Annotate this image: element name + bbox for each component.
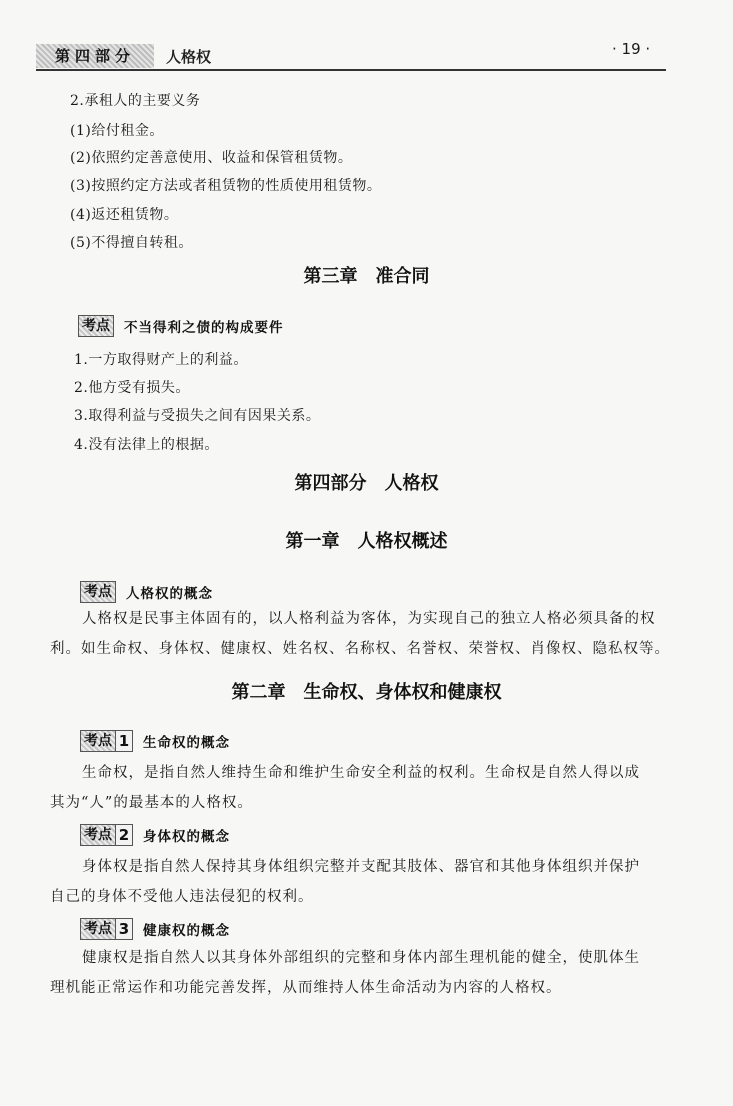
obligation-item: (2)依照约定善意使用、收益和保管租赁物。 [70, 150, 353, 166]
condition-item: 1.一方取得财产上的利益。 [74, 352, 248, 368]
kaodian-heading [80, 580, 213, 604]
kaodian-badge: 考点 [80, 730, 116, 752]
paragraph-line: 生命权，是指自然人维持生命和维护生命安全利益的权利。生命权是自然人得以成 [82, 765, 640, 781]
obligations-heading: 2.承租人的主要义务 [70, 93, 201, 109]
page-number: · 19 · [612, 40, 651, 58]
paragraph-line: 理机能正常运作和功能完善发挥，从而维持人体生命活动为内容的人格权。 [50, 980, 562, 996]
kaodian-number: 1 [116, 730, 133, 752]
paragraph-line: 人格权是民事主体固有的，以人格利益为客体，为实现自己的独立人格必须具备的权 [82, 611, 656, 627]
kaodian-number: 2 [116, 824, 133, 846]
kaodian-title: 人格权的概念 [126, 586, 213, 602]
kaodian-heading [80, 823, 230, 847]
header-rule [36, 69, 666, 71]
running-header-section-title: 人格权 [166, 48, 212, 66]
chapter-title: 第二章 生命权、身体权和健康权 [231, 682, 502, 703]
paragraph-line: 自己的身体不受他人违法侵犯的权利。 [50, 889, 314, 905]
chapter-title: 第三章 准合同 [303, 266, 430, 287]
obligation-item: (3)按照约定方法或者租赁物的性质使用租赁物。 [70, 178, 382, 194]
kaodian-heading [80, 729, 230, 753]
kaodian-badge: 考点 [80, 581, 116, 603]
kaodian-title: 生命权的概念 [143, 735, 230, 751]
paragraph-line: 其为“人”的最基本的人格权。 [50, 795, 253, 811]
obligation-item: (1)给付租金。 [70, 123, 164, 139]
kaodian-title: 健康权的概念 [143, 923, 230, 939]
paragraph-line: 身体权是指自然人保持其身体组织完整并支配其肢体、器官和其他身体组织并保护 [82, 859, 640, 875]
kaodian-title: 身体权的概念 [143, 829, 230, 845]
condition-item: 4.没有法律上的根据。 [74, 437, 219, 453]
paragraph-line: 利。如生命权、身体权、健康权、姓名权、名称权、名誉权、荣誉权、肖像权、隐私权等。 [50, 641, 670, 657]
chapter-title: 第一章 人格权概述 [285, 531, 448, 552]
kaodian-badge: 考点 [78, 315, 114, 337]
condition-item: 2.他方受有损失。 [74, 380, 190, 396]
paragraph-line: 健康权是指自然人以其身体外部组织的完整和身体内部生理机能的健全，使肌体生 [82, 950, 640, 966]
kaodian-number: 3 [116, 918, 133, 940]
condition-item: 3.取得利益与受损失之间有因果关系。 [74, 408, 321, 424]
part-title: 第四部分 人格权 [294, 473, 439, 494]
kaodian-heading [78, 314, 284, 338]
kaodian-heading [80, 917, 230, 941]
obligation-item: (4)返还租赁物。 [70, 207, 179, 223]
running-header-section-label: 第四部分 [36, 44, 154, 68]
kaodian-badge: 考点 [80, 824, 116, 846]
kaodian-title: 不当得利之债的构成要件 [124, 320, 284, 336]
obligation-item: (5)不得擅自转租。 [70, 235, 193, 251]
kaodian-badge: 考点 [80, 918, 116, 940]
